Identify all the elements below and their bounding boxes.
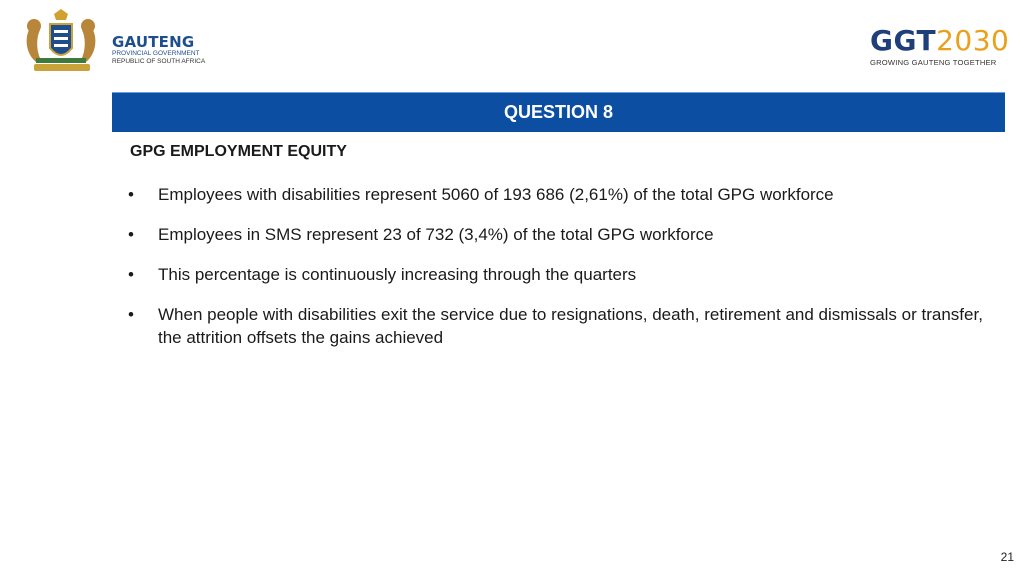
bullet-text: When people with disabilities exit the service due to resignations, death, retirement and dismissals or transfer, the attrition offsets the gains achieved bbox=[158, 305, 983, 347]
list-item bbox=[128, 223, 1008, 246]
section-title: GPG EMPLOYMENT EQUITY bbox=[130, 143, 347, 160]
ggt-text: GGT bbox=[870, 24, 937, 57]
bullet-icon: • bbox=[128, 305, 134, 324]
bullet-text: Employees in SMS represent 23 of 732 (3,4%) of the total GPG workforce bbox=[158, 225, 714, 244]
bullet-icon: • bbox=[128, 185, 134, 204]
bullet-text: This percentage is continuously increasing through the quarters bbox=[158, 265, 637, 284]
banner-title: QUESTION 8 bbox=[503, 102, 614, 122]
list-item bbox=[128, 183, 1008, 206]
ggt2030-wordmark bbox=[870, 26, 1010, 56]
ggt2030-logo bbox=[870, 26, 1010, 70]
coat-of-arms-icon bbox=[16, 8, 106, 74]
page-number: 21 bbox=[1000, 550, 1014, 564]
provincial-government-text: PROVINCIAL GOVERNMENT bbox=[112, 50, 200, 57]
bullet-icon: • bbox=[128, 225, 134, 244]
bullet-icon: • bbox=[128, 265, 134, 284]
bullet-text: Employees with disabilities represent 5060 of 193 686 (2,61%) of the total GPG workforce bbox=[158, 185, 834, 204]
gauteng-logo bbox=[16, 8, 216, 74]
list-item bbox=[128, 263, 1008, 286]
bullet-list bbox=[128, 183, 1008, 366]
list-item bbox=[128, 303, 1008, 349]
year-text: 2030 bbox=[936, 24, 1010, 57]
gauteng-wordmark bbox=[112, 34, 205, 66]
republic-text: REPUBLIC OF SOUTH AFRICA bbox=[112, 58, 206, 65]
gauteng-name: GAUTENG bbox=[112, 33, 195, 51]
question-banner bbox=[112, 92, 1005, 132]
ggt-tagline: GROWING GAUTENG TOGETHER bbox=[870, 58, 997, 67]
